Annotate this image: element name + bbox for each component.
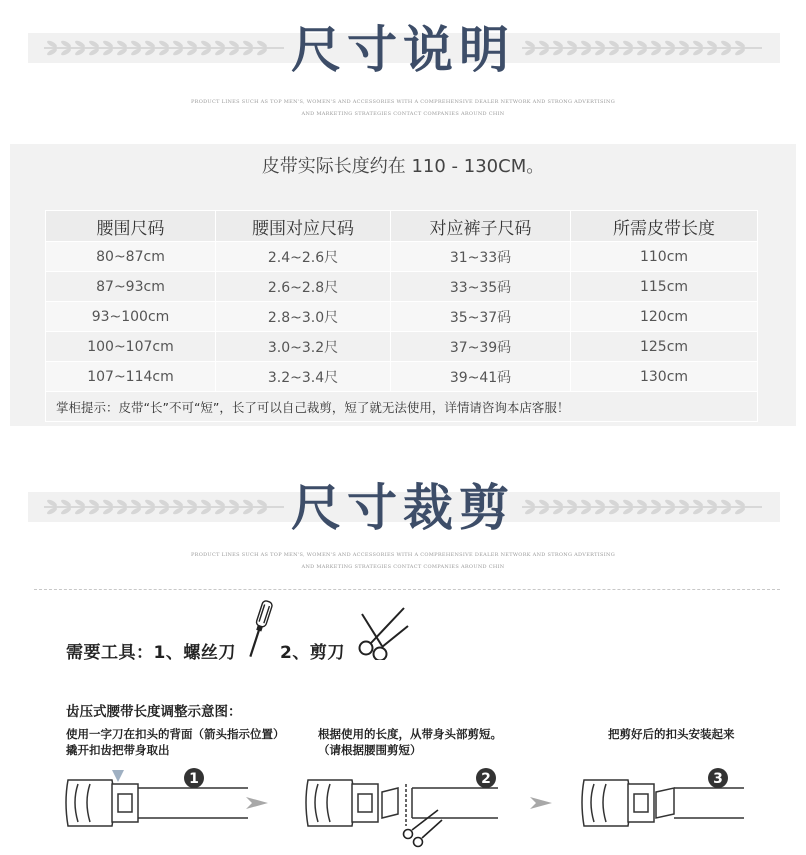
table-note-row [46, 392, 758, 422]
buckle-step-1 [62, 762, 252, 842]
tool-screwdriver-label: 1、螺丝刀 [153, 643, 236, 663]
pointer-arrow-icon [112, 770, 124, 782]
step-2-text: 根据使用的长度，从带身头部剪短。 （请根据腰围剪短） [318, 727, 502, 757]
size-table [45, 210, 758, 422]
screwdriver-icon [244, 598, 274, 662]
table-row [46, 362, 758, 392]
table-cell: 31~33码 [391, 242, 571, 272]
table-cell: 130cm [571, 362, 758, 392]
section-title-cutting: 尺寸裁剪 [291, 478, 515, 537]
column-header: 腰围尺码 [46, 211, 216, 242]
tool-scissors-label: 2、剪刀 [280, 643, 345, 663]
table-cell: 87~93cm [46, 272, 216, 302]
table-row [46, 302, 758, 332]
table-cell: 3.2~3.4尺 [216, 362, 391, 392]
tools-line [66, 638, 236, 663]
table-cell: 110cm [571, 242, 758, 272]
table-cell: 100~107cm [46, 332, 216, 362]
scissors-icon [404, 810, 443, 847]
step-arrow-icon [244, 793, 278, 813]
step-number-text: 1 [189, 771, 199, 787]
step-3-text: 把剪好后的扣头安装起来 [608, 727, 735, 741]
shopkeeper-tip: 掌柜提示：皮带“长”不可“短”，长了可以自己裁剪，短了就无法使用，详情请咨询本店客服！ [46, 392, 758, 422]
table-cell: 80~87cm [46, 242, 216, 272]
table-cell: 35~37码 [391, 302, 571, 332]
table-cell: 37~39码 [391, 332, 571, 362]
table-cell: 39~41码 [391, 362, 571, 392]
table-cell: 93~100cm [46, 302, 216, 332]
table-cell: 2.8~3.0尺 [216, 302, 391, 332]
belt-length-caption: 皮带实际长度约在 110 - 130CM。 [261, 156, 545, 177]
table-cell: 115cm [571, 272, 758, 302]
table-cell: 2.4~2.6尺 [216, 242, 391, 272]
table-cell: 120cm [571, 302, 758, 332]
table-row [46, 272, 758, 302]
table-row [46, 332, 758, 362]
buckle-step-3 [578, 762, 778, 842]
section-title-size: 尺寸说明 [291, 20, 515, 79]
buckle-step-2 [302, 762, 502, 852]
step-number-text: 3 [713, 771, 723, 787]
column-header: 所需皮带长度 [571, 211, 758, 242]
table-cell: 107~114cm [46, 362, 216, 392]
table-cell: 2.6~2.8尺 [216, 272, 391, 302]
table-cell: 125cm [571, 332, 758, 362]
table-cell: 33~35码 [391, 272, 571, 302]
table-cell: 3.0~3.2尺 [216, 332, 391, 362]
guide-heading: 齿压式腰带长度调整示意图： [66, 704, 242, 720]
table-row [46, 242, 758, 272]
column-header: 对应裤子尺码 [391, 211, 571, 242]
dashed-divider [34, 589, 780, 590]
step-1-text: 使用一字刀在扣头的背面（箭头指示位置） 撬开扣齿把带身取出 [66, 727, 285, 757]
section-subline: PRODUCT LINES SUCH AS TOP MEN'S, WOMEN'S AND ACCESSORIES WITH A COMPREHENSIVE DEALER NETWORK AND STRONG ADVERTISING AND MARKETING STRATEGIES CONTACT COMPANIES AROUND CHIN [191, 99, 615, 117]
tools-prefix: 需要工具： [66, 643, 154, 663]
scissors-icon [352, 602, 410, 660]
column-header: 腰围对应尺码 [216, 211, 391, 242]
table-header-row [46, 211, 758, 242]
step-number-text: 2 [481, 771, 491, 787]
step-arrow-icon [528, 793, 562, 813]
section-subline: PRODUCT LINES SUCH AS TOP MEN'S, WOMEN'S AND ACCESSORIES WITH A COMPREHENSIVE DEALER NETWORK AND STRONG ADVERTISING AND MARKETING STRATEGIES CONTACT COMPANIES AROUND CHIN [191, 552, 615, 570]
